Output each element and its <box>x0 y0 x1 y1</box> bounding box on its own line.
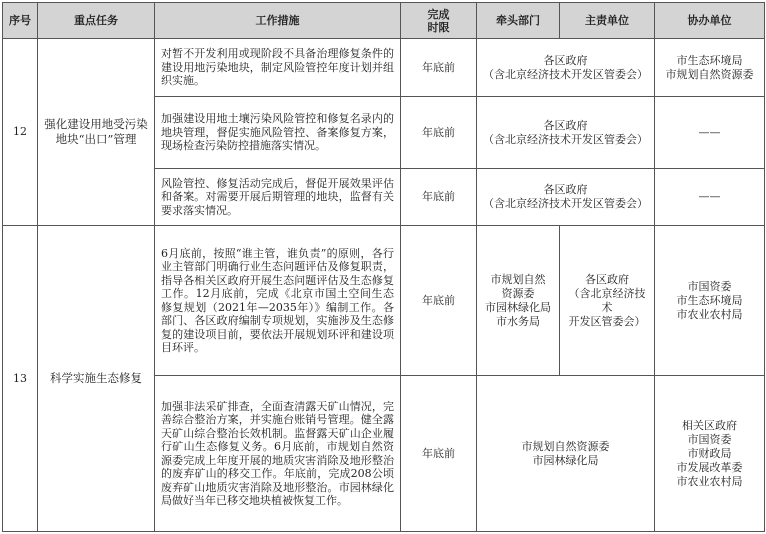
header-task: 重点任务 <box>38 3 155 39</box>
measure-text: 对暂不开发利用或现阶段不具备治理修复条件的建设用地污染地块，制定风险管控年度计划并组织实施。 <box>155 39 401 97</box>
unit-line: 各区政府 <box>543 183 588 196</box>
unit-line: 市规划自然 <box>490 272 546 286</box>
unit-line: （含北京经济技术 <box>568 286 646 314</box>
unit-line: （含北京经济技术开发区管委会） <box>483 67 648 81</box>
unit-line: （含北京经济技术开发区管委会） <box>483 132 648 146</box>
unit-line: 市农业农村局 <box>676 307 743 321</box>
row-number: 13 <box>3 226 38 532</box>
lead-responsible-cell <box>477 169 655 226</box>
row-number: 12 <box>3 39 38 226</box>
assist-cell <box>655 376 765 532</box>
assist-cell <box>655 39 765 97</box>
deadline-cell: 年底前 <box>401 39 477 97</box>
table-row <box>3 226 765 376</box>
header-deadline-line: 时限 <box>427 20 450 34</box>
unit-line: 市水务局 <box>496 314 540 328</box>
header-responsible: 主责单位 <box>560 3 655 39</box>
unit-line: 市发展改革委 <box>676 460 743 474</box>
deadline-cell: 年底前 <box>401 226 477 376</box>
measure-text: 加强非法采矿排查，全面查清露天矿山情况，完善综合整治方案，并实施台账销号管理。健全露天矿山综合整治长效机制。监督露天矿山企业履行矿山生态修复义务。6月底前，市规划自然资源委完成上年度开展的地质灾害消除及地形整治的废弃矿山的移交工作。年底前，完成208公顷废弃矿山地质灾害消除及地形整治。市园林绿化局做好当年已移交地块植被恢复工作。 <box>155 376 401 532</box>
measure-text: 6月底前，按照“谁主管，谁负责”的原则，各行业主管部门明确行业生态问题评估及修复职责，指导各相关区政府开展生态问题评估及生态修复工作。12月底前，完成《北京市国土空间生态修复规划（2021年—2035年）》编制工作。各部门、各区政府编制专项规划，实施涉及生态修复的建设项目前，要依法开展规划环评和建设项目环评。 <box>155 226 401 376</box>
unit-line: 各区政府 <box>543 118 588 132</box>
unit-line: 市国资委 <box>687 432 732 446</box>
header-deadline-line: 完成 <box>427 7 450 21</box>
unit-line: 市园林绿化局 <box>485 300 551 314</box>
table-row <box>3 39 765 97</box>
responsible-cell <box>560 226 655 376</box>
header-assist: 协办单位 <box>655 3 765 39</box>
unit-line: 市规划自然资源委 <box>521 439 610 453</box>
unit-line: 各区政府 <box>585 272 629 286</box>
unit-line: 开发区管委会） <box>568 314 646 328</box>
lead-responsible-cell <box>477 39 655 97</box>
assist-cell <box>655 226 765 376</box>
key-task: 强化建设用地受污染地块“出口”管理 <box>38 39 155 226</box>
deadline-cell: 年底前 <box>401 376 477 532</box>
unit-line: 市生态环境局 <box>676 53 743 67</box>
unit-line: （含北京经济技术开发区管委会） <box>483 197 648 210</box>
task-table <box>2 2 765 532</box>
unit-line: 市园林绿化局 <box>532 453 599 467</box>
deadline-cell: 年底前 <box>401 97 477 169</box>
unit-line: 市规划自然资源委 <box>665 67 754 81</box>
unit-line: 市农业农村局 <box>676 474 743 488</box>
assist-cell: —— <box>655 169 765 226</box>
header-no: 序号 <box>3 3 38 39</box>
measure-text: 加强建设用地土壤污染风险管控和修复名录内的地块管理，督促实施风险管控、备案修复方案，现场检查污染防控措施落实情况。 <box>155 97 401 169</box>
header-deadline <box>401 3 477 39</box>
unit-line: 市国资委 <box>687 279 732 293</box>
header-lead: 牵头部门 <box>477 3 560 39</box>
lead-responsible-cell <box>477 97 655 169</box>
unit-line: 相关区政府 <box>682 418 737 432</box>
unit-line: 市生态环境局 <box>676 293 743 307</box>
header-measures: 工作措施 <box>155 3 401 39</box>
unit-line: 资源委 <box>501 286 535 300</box>
unit-line: 各区政府 <box>543 53 588 67</box>
key-task: 科学实施生态修复 <box>38 226 155 532</box>
unit-line: 市财政局 <box>687 446 732 460</box>
measure-text: 风险管控、修复活动完成后，督促开展效果评估和备案。对需要开展后期管理的地块，监督有关要求落实情况。 <box>155 169 401 226</box>
assist-cell: —— <box>655 97 765 169</box>
header-row <box>3 3 765 39</box>
lead-responsible-cell <box>477 376 655 532</box>
lead-cell <box>477 226 560 376</box>
deadline-cell: 年底前 <box>401 169 477 226</box>
